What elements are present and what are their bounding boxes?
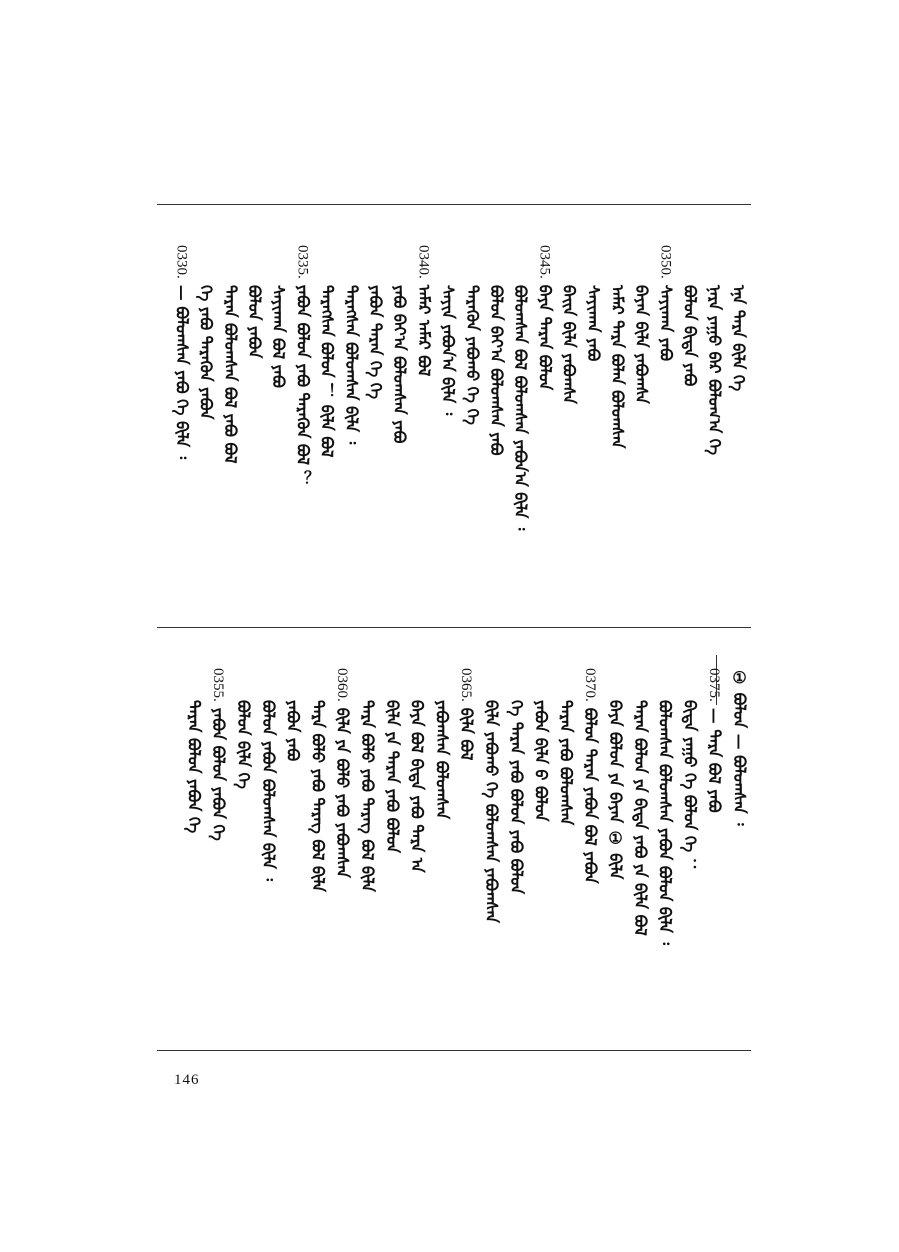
line-text: ᠶᠠᠪᠤ ᠪᠠᠶ᠎ᠠ ᠪᠣᠯᠤᠭᠰᠠᠨ ᠶᠠᠪᠤ bbox=[390, 285, 410, 444]
line-text: ᠪᠣᠯᠤᠨ ᠪᠢᠳᠡ ᠶᠠᠪᠤ bbox=[680, 285, 700, 387]
verse-line bbox=[579, 668, 601, 884]
line-text: — ᠪᠣᠯᠤᠭᠰᠠᠨ ᠶᠠᠪᠤ ᠬᠡ ᠪᠢᠯᠡ ᠄ bbox=[172, 284, 192, 460]
line-text: ᠠᠮᠠᠷ ᠲᠡᠷᠡ ᠪᠣᠯᠠᠨ ᠪᠣᠯᠤᠭᠰᠠᠨ bbox=[608, 285, 627, 449]
line-text: ᠪᠣᠯᠤᠭᠰᠠᠨ ᠪᠣᠯ ᠪᠣᠯᠤᠭᠰᠠᠨ ᠶᠠᠪᠤᠨ᠎ᠠ ᠪᠢᠯᠡ ᠄ bbox=[511, 285, 531, 531]
line-text: ᠪᠣᠯᠤᠭᠰᠠᠨ ᠪᠣᠯᠤᠭᠰᠠᠨ ᠶᠠᠪᠤᠨ ᠪᠣᠯᠤᠨ ᠪᠢᠯᠡ ᠄ bbox=[655, 700, 675, 945]
verse-line bbox=[554, 700, 576, 825]
line-number: 0375. bbox=[706, 668, 723, 702]
verse-line bbox=[533, 245, 555, 390]
footnote-line bbox=[728, 668, 750, 826]
line-text: ᠰᠠᠶᠢᠬᠠᠨ ᠪᠣᠯ ᠶᠠᠪᠤ bbox=[269, 285, 289, 388]
line-text: ᠬᠡ ᠲᠡᠷᠡᠨ ᠶᠠᠪᠤ ᠪᠣᠯᠤᠨ ᠶᠠᠪᠤ ᠪᠣᠯᠤᠨ bbox=[506, 700, 526, 895]
verse-line bbox=[530, 700, 552, 821]
line-text: ᠶᠠᠪᠤᠭᠰᠠᠨ ᠪᠣᠯᠤᠭᠰᠠᠨ bbox=[432, 700, 452, 820]
verse-line bbox=[679, 285, 701, 386]
verse-line bbox=[582, 285, 604, 361]
verse-line bbox=[606, 285, 628, 449]
line-text: ᠶᠠᠪᠤᠨ ᠲᠡᠷᠡᠨ ᠬᠡ ᠬᠡ bbox=[366, 285, 385, 400]
line-text: ᠲᠡᠷᠡᠨ ᠶᠠᠪᠤ ᠪᠣᠯᠤᠭᠰᠠᠨ bbox=[556, 700, 576, 826]
verse-line bbox=[316, 285, 338, 457]
line-text: ᠲᠡᠷᠡᠨ ᠪᠣᠯᠤᠭᠰᠠᠨ ᠪᠣᠯ ᠶᠠᠪᠤ ᠪᠣᠯ bbox=[220, 285, 240, 464]
line-text: ᠲᠡᠷᠡ ᠪᠣᠯᠤ ᠶᠠᠪᠤ ᠲᠡᠷᠡᠭ ᠪᠣᠯ ᠪᠢᠯᠡ bbox=[358, 700, 377, 893]
line-number: 0370. bbox=[582, 668, 599, 702]
line-text: ᠪᠣᠯᠤᠨ ᠶᠠᠪᠤᠨ bbox=[245, 285, 264, 359]
verse-line bbox=[257, 700, 279, 881]
line-text: ᠲᠡᠷᠡᠨ ᠪᠣᠯᠤᠨ ᠶᠠ ᠪᠢᠳᠡ ᠶᠠᠪᠤ ᠶᠠ ᠪᠢᠯᠡ ᠪᠣᠯ bbox=[630, 700, 650, 936]
line-number: 0330. bbox=[173, 245, 190, 279]
line-text: ᠲᠡᠷᠡ ᠪᠣᠯᠤ ᠶᠠᠪᠤ ᠲᠡᠷᠡᠭ ᠪᠣᠯ ᠪᠢᠯᠡ bbox=[308, 700, 328, 893]
verse-line bbox=[267, 285, 289, 388]
line-number: 0350. bbox=[657, 245, 674, 279]
verse-line bbox=[654, 245, 676, 361]
middle-rule bbox=[157, 627, 751, 628]
line-number: 0360. bbox=[334, 668, 351, 702]
line-text: ᠲᠡᠷᠡᠭᠰᠡᠨ ᠪᠣᠯᠤᠭᠰᠠᠨ ᠪᠢᠯᠡ ᠄ bbox=[341, 285, 361, 445]
verse-line bbox=[306, 700, 328, 892]
line-text: ᠪᠠᠶᠠ ᠪᠣᠯ ᠪᠢᠳᠡ ᠶᠠᠪᠤ ᠲᠡᠷᠡ ᠠ bbox=[407, 700, 427, 873]
verse-line bbox=[654, 700, 676, 945]
verse-line bbox=[364, 285, 386, 399]
verse-line bbox=[356, 700, 378, 892]
line-text: ᠪᠠᠢᠨ ᠪᠢᠯᠡ ᠶᠠᠪᠤᠭᠰᠠ bbox=[559, 285, 579, 404]
verse-line bbox=[219, 285, 241, 464]
top-rule bbox=[157, 204, 751, 205]
verse-line bbox=[509, 285, 531, 530]
line-text: ᠪᠢᠯᠡ ᠶᠠ ᠪᠣᠯᠤ ᠶᠠᠪᠤ ᠶᠠᠪᠤᠭᠰᠠᠨ bbox=[333, 707, 353, 878]
line-text: ᠲᠡᠷᠡᠭᠰᠡᠨ ᠪᠣᠯᠤᠨ ！ ᠪᠢᠯᠡ ᠪᠣᠯ bbox=[317, 285, 337, 458]
verse-line bbox=[381, 700, 403, 853]
line-number: 0335. bbox=[294, 245, 311, 279]
line-text: ᠪᠣᠯᠤᠨ ᠪᠠᠶ᠎ᠠ ᠪᠣᠯᠤᠭᠰᠠᠨ ᠶᠠᠪᠤ bbox=[487, 285, 506, 456]
line-text: — ᠲᠡᠷᠡ ᠪᠣᠯ ᠶᠠᠪᠤ bbox=[705, 707, 725, 813]
verse-line bbox=[485, 285, 507, 456]
bottom-rule bbox=[157, 1050, 751, 1051]
verse-line bbox=[182, 700, 204, 833]
verse-line bbox=[703, 668, 725, 813]
verse-line bbox=[170, 245, 192, 459]
line-text: ᠠᠮᠠᠷ ᠠᠮᠠᠷ ᠪᠣᠯ bbox=[414, 284, 434, 377]
verse-line bbox=[437, 285, 459, 415]
line-text: ᠰᠠᠶᠢᠬᠠᠨ ᠶᠠᠪᠤ bbox=[656, 284, 676, 362]
verse-line bbox=[331, 668, 353, 878]
verse-line bbox=[505, 700, 527, 894]
verse-line bbox=[558, 285, 580, 404]
line-number: 0365. bbox=[458, 668, 475, 702]
line-text: ᠪᠢᠳᠡ ᠶᠠᠭᠤ ᠬᠡ ᠪᠣᠯᠤᠨ ᠬᠡ ： bbox=[680, 700, 700, 874]
line-text: ᠲᠡᠷᠡᠨ ᠪᠣᠯᠤᠨ ᠶᠠᠪᠤᠨ ᠬᠡ bbox=[184, 700, 204, 834]
line-text: ᠶᠠᠪᠤᠨ ᠪᠢᠯᠡ ᠪ ᠪᠣᠯᠤᠨ bbox=[531, 700, 551, 822]
line-number: 0355. bbox=[210, 668, 227, 702]
line-text: ᠶᠠᠪᠤᠨ ᠪᠣᠯᠤᠨ ᠶᠠᠪᠤ ᠲᠡᠷᠡᠭᠦᠨ ᠪᠣᠯ ？ bbox=[293, 284, 313, 487]
page-number: 146 bbox=[174, 1072, 200, 1088]
verse-line bbox=[461, 285, 483, 425]
line-text: ᠪᠠᠶᠠᠨ ᠪᠢᠯᠡ ᠶᠠᠪᠤᠭᠰᠠ bbox=[632, 285, 652, 404]
verse-line bbox=[604, 700, 626, 879]
verse-line bbox=[207, 668, 229, 841]
line-text: ᠪᠠᠶᠠ ᠲᠡᠷᠡᠨ ᠪᠣᠯᠤᠨ bbox=[535, 284, 555, 391]
verse-line bbox=[195, 285, 217, 419]
verse-line bbox=[282, 700, 304, 761]
line-text: ᠪᠣᠯᠤᠨ ᠶᠠᠪᠤᠨ ᠪᠣᠯᠤᠭᠰᠠᠨ ᠪᠢᠯᠡ ᠄ bbox=[258, 700, 278, 881]
line-text: ᠡᠨᠡ ᠲᠡᠷᠡ ᠪᠢᠯᠡ ᠬᠡ bbox=[729, 285, 748, 392]
verse-line bbox=[480, 700, 502, 923]
line-text: ᠪᠢᠯᠡ ᠪᠣᠯ bbox=[457, 707, 477, 761]
verse-line bbox=[678, 700, 700, 874]
verse-line bbox=[727, 285, 749, 391]
line-text: ᠪᠢᠯᠡ ᠶᠠ ᠲᠡᠷᠡᠨ ᠶᠠᠪᠤ ᠪᠣᠯᠤᠨ bbox=[382, 700, 402, 854]
line-text: ᠪᠠᠶᠠ ᠪᠣᠯᠤᠨ ᠶᠠ ᠪᠠᠶᠠᠨ ① ᠪᠢᠯᠡ bbox=[606, 700, 625, 880]
verse-line bbox=[406, 700, 428, 873]
line-text: ᠪᠢᠯᠡ ᠶᠠᠪᠤᠬᠤ ᠬᠡ ᠪᠣᠯᠤᠭᠰᠠᠨ ᠶᠠᠪᠤᠭᠰᠠᠨ bbox=[482, 700, 501, 924]
verse-line bbox=[412, 245, 434, 376]
line-text: ᠲᠡᠷᠡᠭᠦᠨ ᠶᠠᠪᠤᠬᠤ ᠬᠡ ᠬᠡ bbox=[462, 285, 482, 425]
line-text: ᠨᠡᠷᠡ ᠶᠠᠭᠤ ᠪᠡᠷ ᠪᠤᠯᠤᠭ᠎ᠠ ᠬᠡ bbox=[704, 285, 724, 456]
line-text: ᠰᠠᠶᠢᠨ ᠶᠠᠪᠤᠨ᠎ᠠ ᠪᠢᠯᠡ ᠄ bbox=[438, 285, 458, 416]
verse-line bbox=[340, 285, 362, 444]
verse-line bbox=[243, 285, 265, 358]
line-text: ᠬᠡ ᠶᠠᠪᠤ ᠲᠡᠷᠡᠭᠦᠨ ᠶᠠᠪᠤᠨ bbox=[196, 285, 216, 420]
verse-line bbox=[703, 285, 725, 455]
line-text: ᠶᠠᠪᠤᠨ ᠶᠠᠪᠤ bbox=[283, 700, 303, 762]
line-text: ᠪᠣᠯᠤᠨ ᠲᠡᠷᠡᠨ ᠶᠠᠪᠤᠨ ᠪᠣᠯ ᠶᠠᠪᠤᠨ bbox=[581, 707, 601, 884]
line-text: ᠪᠣᠯᠤᠨ ᠪᠢᠯᠡ ᠬᠡ bbox=[234, 700, 253, 789]
verse-line bbox=[291, 245, 313, 487]
verse-line bbox=[455, 668, 477, 760]
verse-line bbox=[629, 700, 651, 936]
line-text: ᠶᠠᠪᠤᠨ ᠪᠣᠯᠤᠨ ᠶᠠᠪᠤᠨ ᠬᠡ bbox=[209, 707, 229, 841]
verse-line bbox=[232, 700, 254, 789]
line-text: ᠰᠠᠶᠢᠬᠠᠨ ᠶᠠᠪᠤ bbox=[583, 285, 603, 362]
verse-line bbox=[430, 700, 452, 819]
line-number: 0340. bbox=[415, 245, 432, 279]
verse-line bbox=[388, 285, 410, 443]
verse-line bbox=[630, 285, 652, 404]
line-number: 0345. bbox=[536, 245, 553, 279]
line-text: ① ᠪᠣᠯᠤᠨ — ᠪᠣᠯᠤᠭᠰᠠᠨ ᠄ bbox=[730, 668, 749, 826]
